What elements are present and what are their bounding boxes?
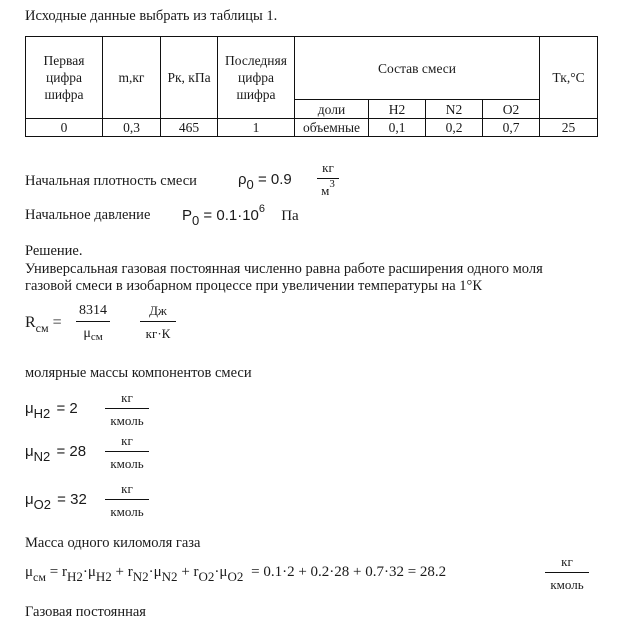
- header-h2: H2: [369, 100, 426, 119]
- cell-h2: 0,1: [369, 119, 426, 137]
- molar-mass-n2: μN2 = 28: [25, 443, 87, 464]
- density-label: Начальная плотность смеси: [25, 173, 197, 189]
- pressure-formula: $P0 = 0.1\cdot 10^6$ Па: [182, 203, 299, 228]
- intro-text: Исходные данные выбрать из таблицы 1.: [25, 8, 278, 24]
- cell-n2: 0,2: [426, 119, 483, 137]
- header-mass: m,кг: [103, 37, 161, 119]
- density-value: = 0.9: [257, 171, 292, 188]
- source-data-table: [25, 36, 598, 137]
- gas-constant-formula: $R_{см}$ =: [25, 314, 62, 335]
- molar-mass-n2-unit: кг кмоль: [105, 433, 149, 471]
- density-unit: кг $м^3$: [317, 160, 339, 200]
- mixture-mass-unit: кг кмоль: [545, 554, 589, 592]
- header-n2: N2: [426, 100, 483, 119]
- header-fractions: доли: [295, 100, 369, 119]
- cell-o2: 0,7: [483, 119, 540, 137]
- molar-mass-h2-unit: кг кмоль: [105, 390, 149, 428]
- mixture-mass-label: Масса одного киломоля газа: [25, 535, 201, 551]
- cell-temperature: 25: [540, 119, 598, 137]
- gas-constant-unit: Дж кг·К: [140, 303, 176, 341]
- cell-pressure: 465: [161, 119, 218, 137]
- density-formula: ρ0 = 0.9: [238, 171, 292, 192]
- header-o2: O2: [483, 100, 540, 119]
- header-pressure: Рк, кПа: [161, 37, 218, 119]
- pressure-unit: Па: [281, 208, 299, 224]
- solution-line-2: газовой смеси в изобарном процессе при увеличении температуры на 1°К: [25, 278, 483, 294]
- cell-fractions: объемные: [295, 119, 369, 137]
- molar-mass-o2-unit: кг кмоль: [105, 481, 149, 519]
- header-composition: Состав смеси: [295, 37, 540, 100]
- pressure-label: Начальное давление: [25, 207, 151, 223]
- cell-last-digit: 1: [218, 119, 295, 137]
- cell-first-digit: 0: [26, 119, 103, 137]
- molar-masses-label: молярные массы компонентов смеси: [25, 365, 252, 381]
- solution-heading: Решение.: [25, 243, 83, 259]
- header-temperature: Тк,°С: [540, 37, 598, 119]
- density-symbol: ρ: [238, 171, 247, 188]
- solution-line-1: Универсальная газовая постоянная численно равна работе расширения одного моля: [25, 261, 543, 277]
- cell-mass: 0,3: [103, 119, 161, 137]
- header-last-digit: Последняя цифра шифра: [218, 37, 295, 119]
- gas-constant-heading: Газовая постоянная: [25, 604, 146, 620]
- gas-constant-fraction: 8314 $\mu_{см}$: [76, 303, 110, 342]
- table-row: [26, 119, 598, 137]
- header-first-digit: Первая цифра шифра: [26, 37, 103, 119]
- mixture-mass-formula: $\mu_{см} = rH2\cdot\mu H2 + rN2\cdot\mu N2 + rO2\cdot\mu O2 = 0.1\cdot 2 + 0.2\cdot 28 + 0.7\cdot 32 = 28.2$: [25, 564, 447, 584]
- molar-mass-h2: μH2 = 2: [25, 400, 78, 421]
- molar-mass-o2: μO2 = 32: [25, 491, 87, 512]
